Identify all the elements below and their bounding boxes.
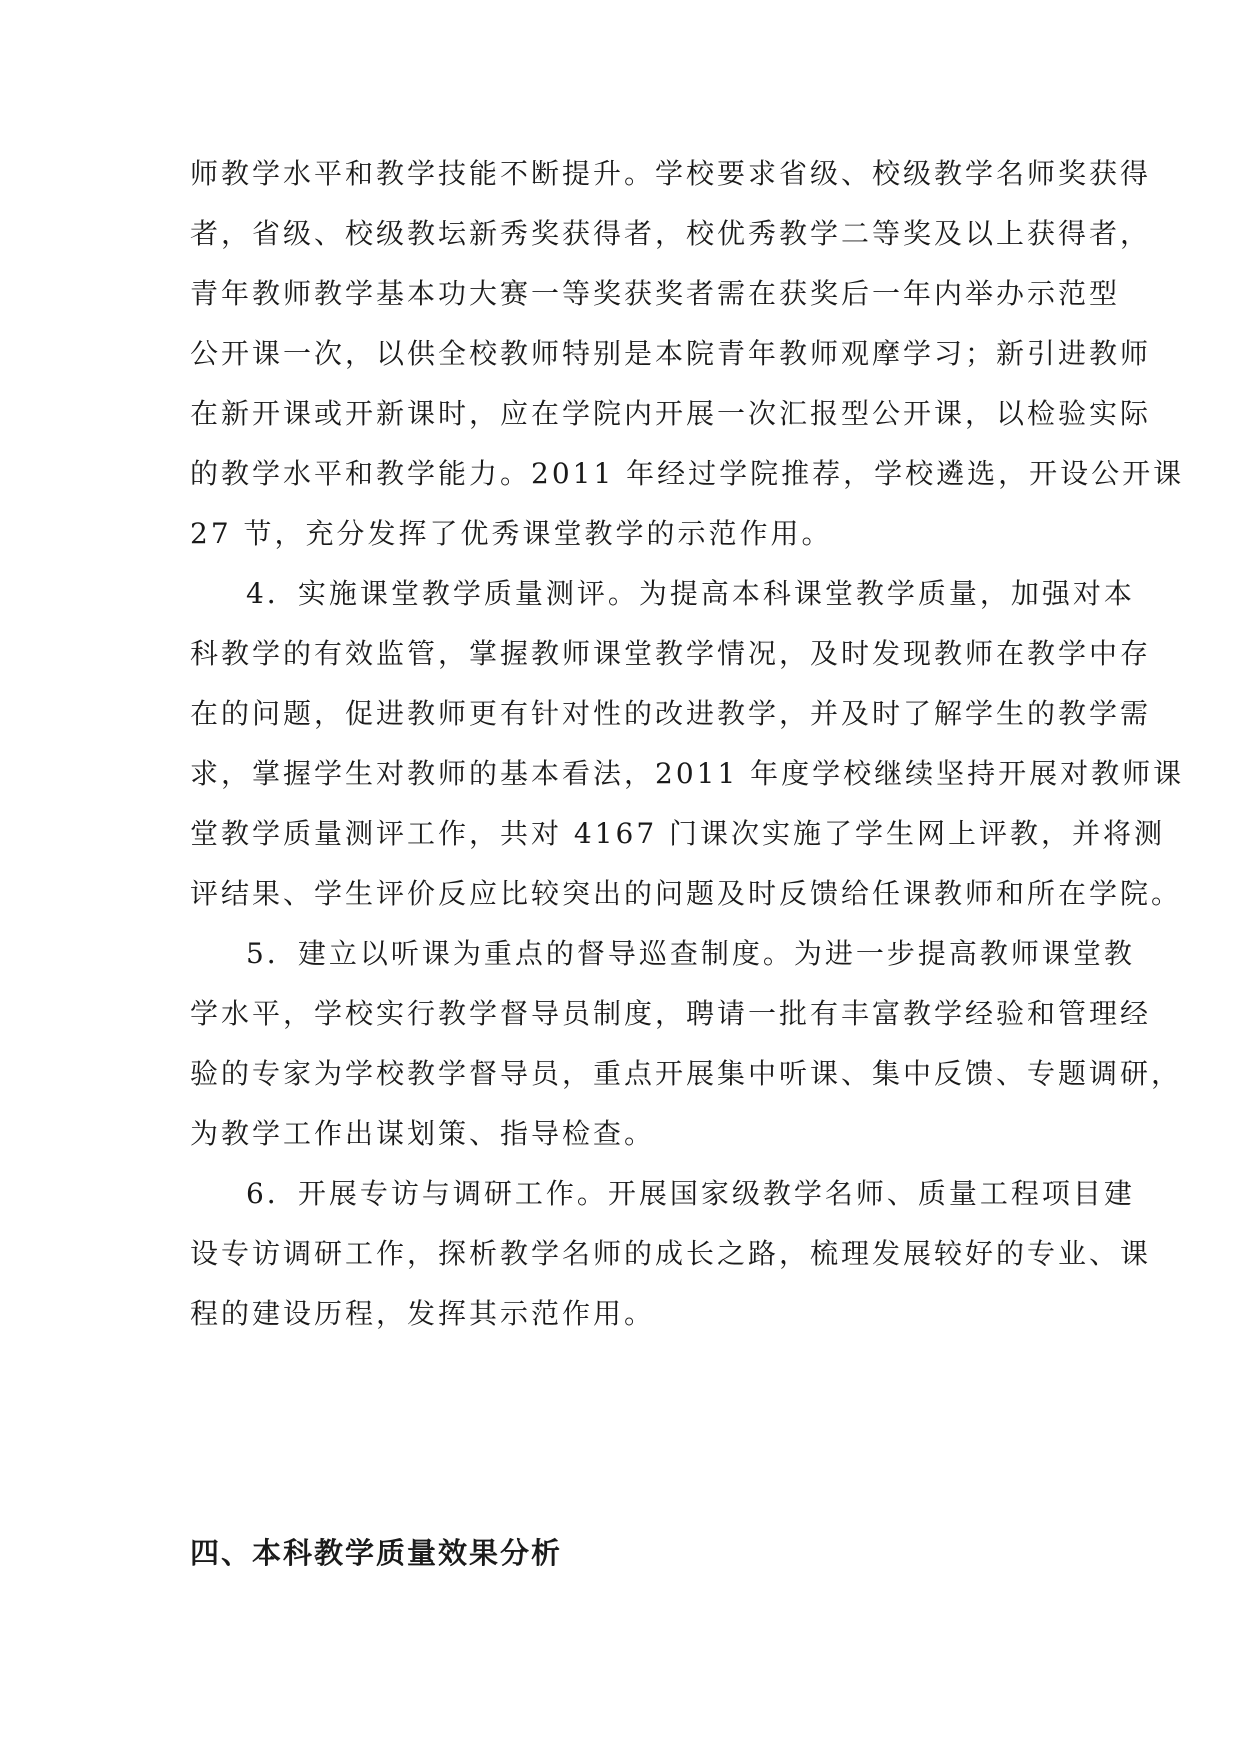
paragraph-3-line-4: 为教学工作出谋划策、指导检查。 (190, 1117, 656, 1150)
paragraph-1-line-4: 公开课一次，以供全校教师特别是本院青年教师观摩学习；新引进教师 (190, 337, 1152, 370)
paragraph-3-line-2: 学水平，学校实行教学督导员制度，聘请一批有丰富教学经验和管理经 (190, 997, 1152, 1030)
paragraph-1-line-5: 在新开课或开新课时，应在学院内开展一次汇报型公开课，以检验实际 (190, 397, 1152, 430)
paragraph-4-line-1: 6．开展专访与调研工作。开展国家级教学名师、质量工程项目建 (246, 1177, 1135, 1210)
paragraph-1-line-2: 者，省级、校级教坛新秀奖获得者，校优秀教学二等奖及以上获得者， (190, 217, 1152, 250)
paragraph-1-line-7: 27 节，充分发挥了优秀课堂教学的示范作用。 (190, 517, 833, 550)
paragraph-2-line-3: 在的问题，促进教师更有针对性的改进教学，并及时了解学生的教学需 (190, 697, 1152, 730)
section-heading: 四、本科教学质量效果分析 (190, 1536, 563, 1570)
paragraph-1-line-3: 青年教师教学基本功大赛一等奖获奖者需在获奖后一年内举办示范型 (190, 277, 1121, 310)
paragraph-1-line-6: 的教学水平和教学能力。2011 年经过学院推荐，学校遴选，开设公开课 (190, 457, 1185, 490)
paragraph-3-line-1: 5．建立以听课为重点的督导巡查制度。为进一步提高教师课堂教 (246, 937, 1135, 970)
paragraph-2-line-6: 评结果、学生评价反应比较突出的问题及时反馈给任课教师和所在学院。 (190, 877, 1183, 910)
paragraph-2-line-1: 4．实施课堂教学质量测评。为提高本科课堂教学质量，加强对本 (246, 577, 1135, 610)
paragraph-2-line-2: 科教学的有效监管，掌握教师课堂教学情况，及时发现教师在教学中存 (190, 637, 1152, 670)
paragraph-2-line-4: 求，掌握学生对教师的基本看法，2011 年度学校继续坚持开展对教师课 (190, 757, 1185, 790)
paragraph-3-line-3: 验的专家为学校教学督导员，重点开展集中听课、集中反馈、专题调研， (190, 1057, 1183, 1090)
paragraph-4-line-3: 程的建设历程，发挥其示范作用。 (190, 1297, 656, 1330)
paragraph-2-line-5: 堂教学质量测评工作，共对 4167 门课次实施了学生网上评教，并将测 (190, 817, 1166, 850)
paragraph-1-line-1: 师教学水平和教学技能不断提升。学校要求省级、校级教学名师奖获得 (190, 157, 1152, 190)
paragraph-4-line-2: 设专访调研工作，探析教学名师的成长之路，梳理发展较好的专业、课 (190, 1237, 1152, 1270)
